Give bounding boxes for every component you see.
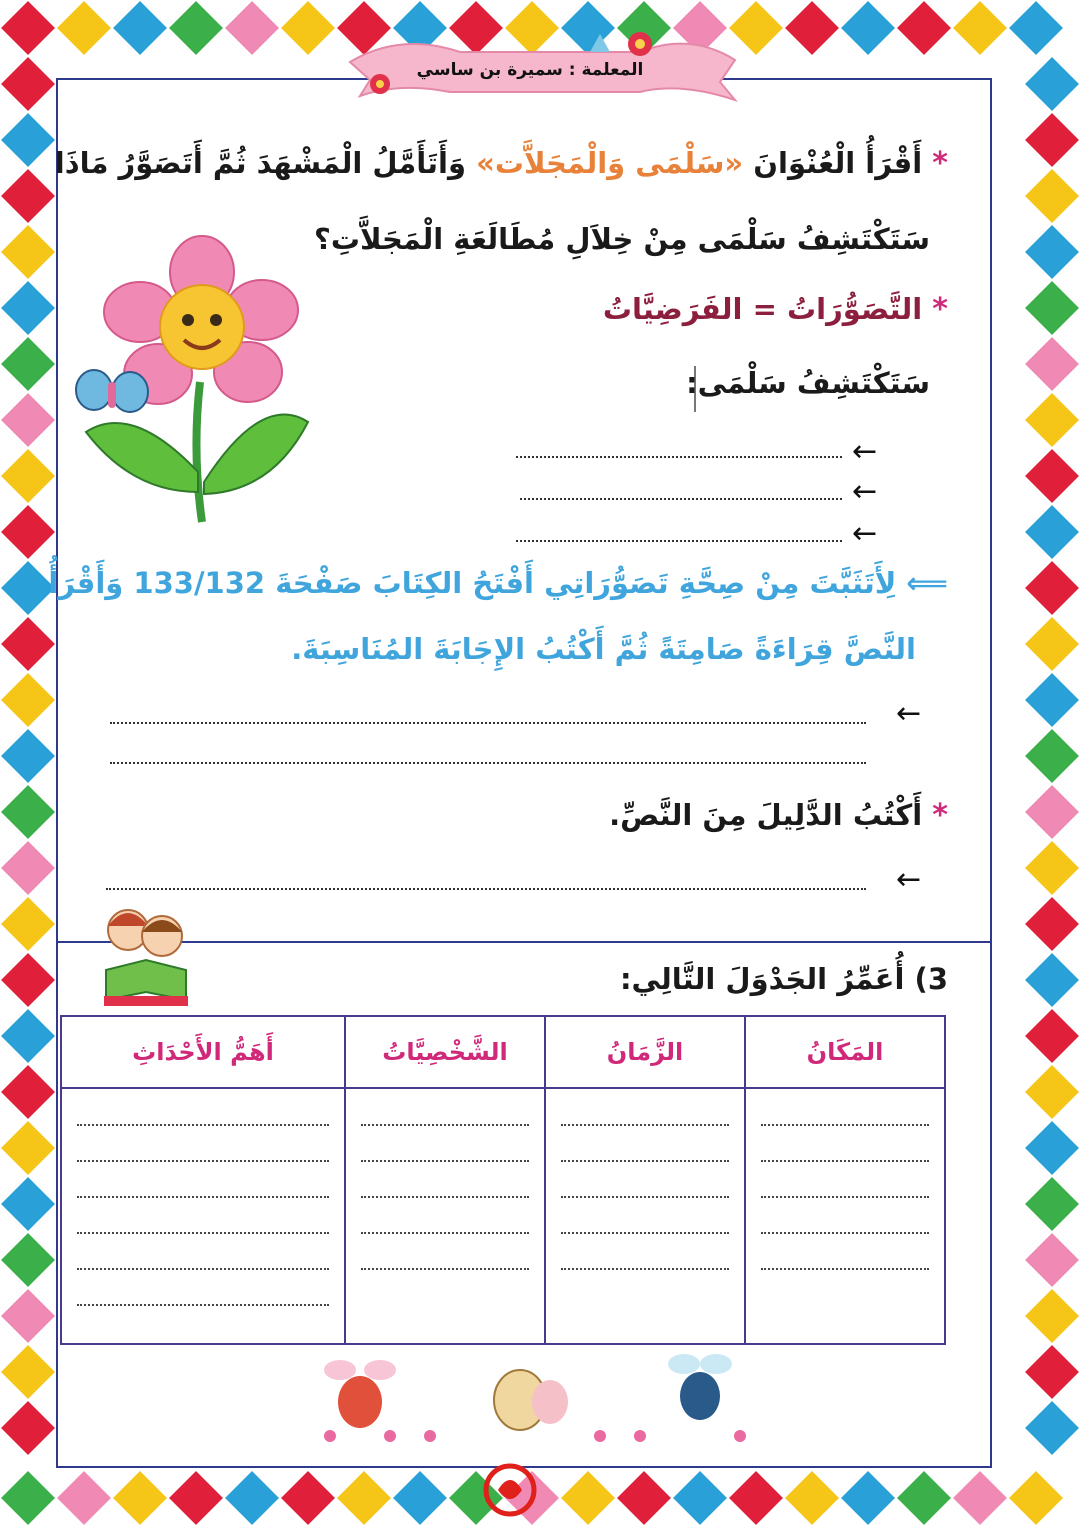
bullet-star: * [932,292,948,327]
arrow-icon: ← [896,696,922,731]
intro-line-1 [55,146,948,181]
table-header-row [61,1016,945,1088]
answer-line[interactable] [520,498,842,500]
intro-part2: وَأَتَأَمَّلُ الْمَشْهَدَ ثُمَّ أَتَصَوَّرُ مَاذَا [54,146,466,180]
hypotheses-heading [603,292,948,327]
bullet-star: * [932,798,948,833]
evidence-line [609,798,948,833]
animals-decoration-icon [300,1350,760,1446]
table-row [61,1088,945,1344]
arrow-icon: ← [852,474,878,509]
bullet-star: * [932,146,948,181]
arrow-icon: ← [896,862,922,897]
answer-line[interactable] [110,722,866,724]
hypotheses-prompt: سَتَكْتَشِفُ سَلْمَى: [686,366,930,400]
table-cell-place[interactable] [745,1088,945,1344]
column-header-time: الزَّمَانُ [545,1016,745,1088]
column-header-events: أَهَمُّ الأَحْدَاثِ [61,1016,345,1088]
reading-children-icon [96,900,196,1010]
column-header-place: المَكَانُ [745,1016,945,1088]
table-cell-events[interactable] [61,1088,345,1344]
arrow-icon: ← [852,516,878,551]
intro-part1: أَقْرَأُ الْعُنْوَانَ [753,146,923,180]
instruction-text: أُعَمِّرُ الجَدْوَلَ التَّالِي: [619,962,905,996]
answer-line[interactable] [516,540,842,542]
flower-illustration-icon [72,232,322,532]
verify-line-2: النَّصَّ قِرَاءَةً صَامِتَةً ثُمَّ أَكْتُبُ الإِجَابَةَ المُنَاسِبَةَ. [291,632,916,666]
verify-line-1 [48,566,948,600]
section-divider [56,941,992,943]
hypotheses-title: التَّصَوُّرَاتُ = الفَرَضِيَّاتُ [602,292,923,326]
answer-line[interactable] [110,762,866,764]
answer-line[interactable] [516,456,842,458]
table-cell-characters[interactable] [345,1088,545,1344]
story-title: «سَلْمَى وَالْمَجَلاَّت» [476,146,744,180]
stamp-logo-icon [480,1460,540,1520]
teacher-name: المعلمة : سميرة بن ساسي [416,60,644,80]
arrow-icon: ← [852,434,878,469]
answer-line[interactable] [106,888,866,890]
column-header-characters: الشَّخْصِيَّاتُ [345,1016,545,1088]
table-cell-time[interactable] [545,1088,745,1344]
story-elements-table [60,1015,946,1345]
double-arrow-icon: ⟸ [906,566,948,600]
verify-text-1: لِأَتَثَبَّتَ مِنْ صِحَّةِ تَصَوُّرَاتِي أَفْتَحُ الكِتَابَ صَفْحَةَ 133/132 وَأَقْرَأُ [48,566,897,600]
evidence-text: أَكْتُبُ الدَّلِيلَ مِنَ النَّصِّ. [609,798,923,832]
section-number: 3) [914,962,948,996]
table-instruction [620,962,948,996]
intro-line-2: سَتَكْتَشِفُ سَلْمَى مِنْ خِلاَلِ مُطَالَعَةِ الْمَجَلاَّتِ؟ [314,222,930,256]
